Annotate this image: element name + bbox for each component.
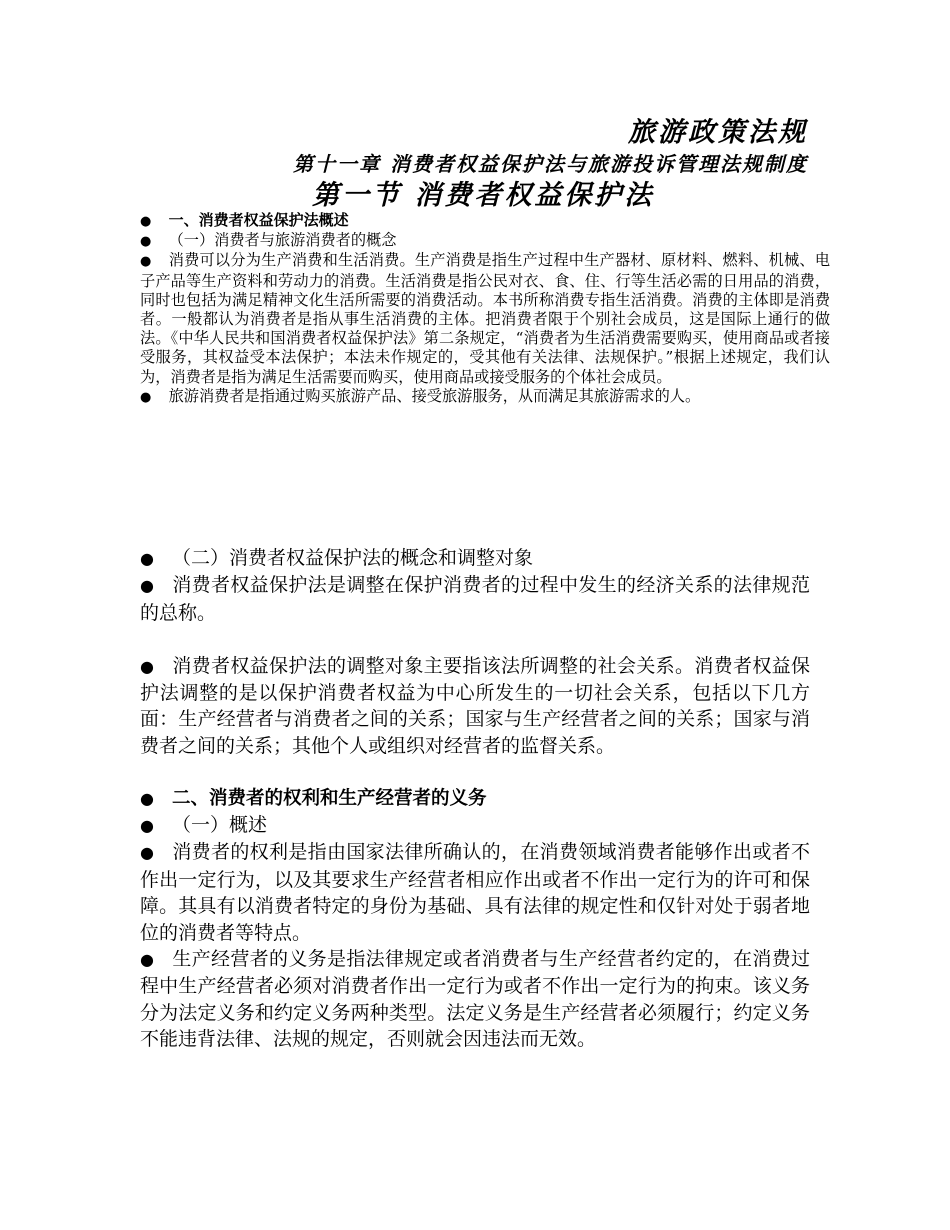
paragraph-consumption: ● 消费可以分为生产消费和生活消费。生产消费是指生产过程中生产器材、原材料、燃料、机械、电子产品等生产资料和劳动力的消费。生活消费是指公民对衣、食、住、行等生活必需的日用品的消费，同时也包括为满足精神文化生活所需要的消费活动。本书所称消费专指生活消费。消费的主体即是消费者。一般都认为消费者是指从事生活消费的主体。把消费者限于个别社会成员，这是国际上通行的做法。《中华人民共和国消费者权益保护法》第二条规定，“消费者为生活消费需要购买，使用商品或者接受服务，其权益受本法保护；本法未作规定的，受其他有关法律、法规保护。”根据上述规定，我们认为，消费者是指为满足生活需要而购买，使用商品或接受服务的个体社会成员。 <box>140 251 830 386</box>
paragraph-tourist-consumer: ● 旅游消费者是指通过购买旅游产品、接受旅游服务，从而满足其旅游需求的人。 <box>140 387 830 407</box>
heading-rights-obligations: ● 二、消费者的权利和生产经营者的义务 <box>140 786 810 812</box>
paragraph-law-definition: ● 消费者权益保护法是调整在保护消费者的过程中发生的经济关系的法律规范的总称。 <box>140 572 810 626</box>
section-law-and-rights <box>140 545 810 1053</box>
spacer <box>140 626 810 652</box>
paragraph-consumer-rights: ● 消费者的权利是指由国家法律所确认的，在消费领域消费者能够作出或者不作出一定行为，以及其要求生产经营者相应作出或者不作出一定行为的许可和保障。其具有以消费者特定的身份为基础、具有法律的规定性和仅针对处于弱者地位的消费者等特点。 <box>140 839 810 946</box>
paragraph-operator-obligations: ● 生产经营者的义务是指法律规定或者消费者与生产经营者约定的，在消费过程中生产经营者必须对消费者作出一定行为或者不作出一定行为的拘束。该义务分为法定义务和约定义务两种类型。法定义务是生产经营者必须履行；约定义务不能违背法律、法规的规定，否则就会因违法而无效。 <box>140 946 810 1053</box>
subheading-summary: ● （一）概述 <box>140 812 810 839</box>
section-title: 第一节 消费者权益保护法 <box>312 180 655 211</box>
spacer <box>140 759 810 785</box>
paragraph-adjustment-object: ● 消费者权益保护法的调整对象主要指该法所调整的社会关系。消费者权益保护法调整的是以保护消费者权益为中心所发生的一切社会关系，包括以下几方面：生产经营者与消费者之间的关系；国家与生产经营者之间的关系；国家与消费者之间的关系；其他个人或组织对经营者的监督关系。 <box>140 653 810 760</box>
chapter-title: 第十一章 消费者权益保护法与旅游投诉管理法规制度 <box>293 152 808 176</box>
course-title: 旅游政策法规 <box>628 117 808 148</box>
subheading-law-concept: ● （二）消费者权益保护法的概念和调整对象 <box>140 545 810 572</box>
heading-overview: ● 一、消费者权益保护法概述 <box>140 211 830 231</box>
subheading-concept: ● （一）消费者与旅游消费者的概念 <box>140 231 830 251</box>
section-overview <box>140 211 830 407</box>
